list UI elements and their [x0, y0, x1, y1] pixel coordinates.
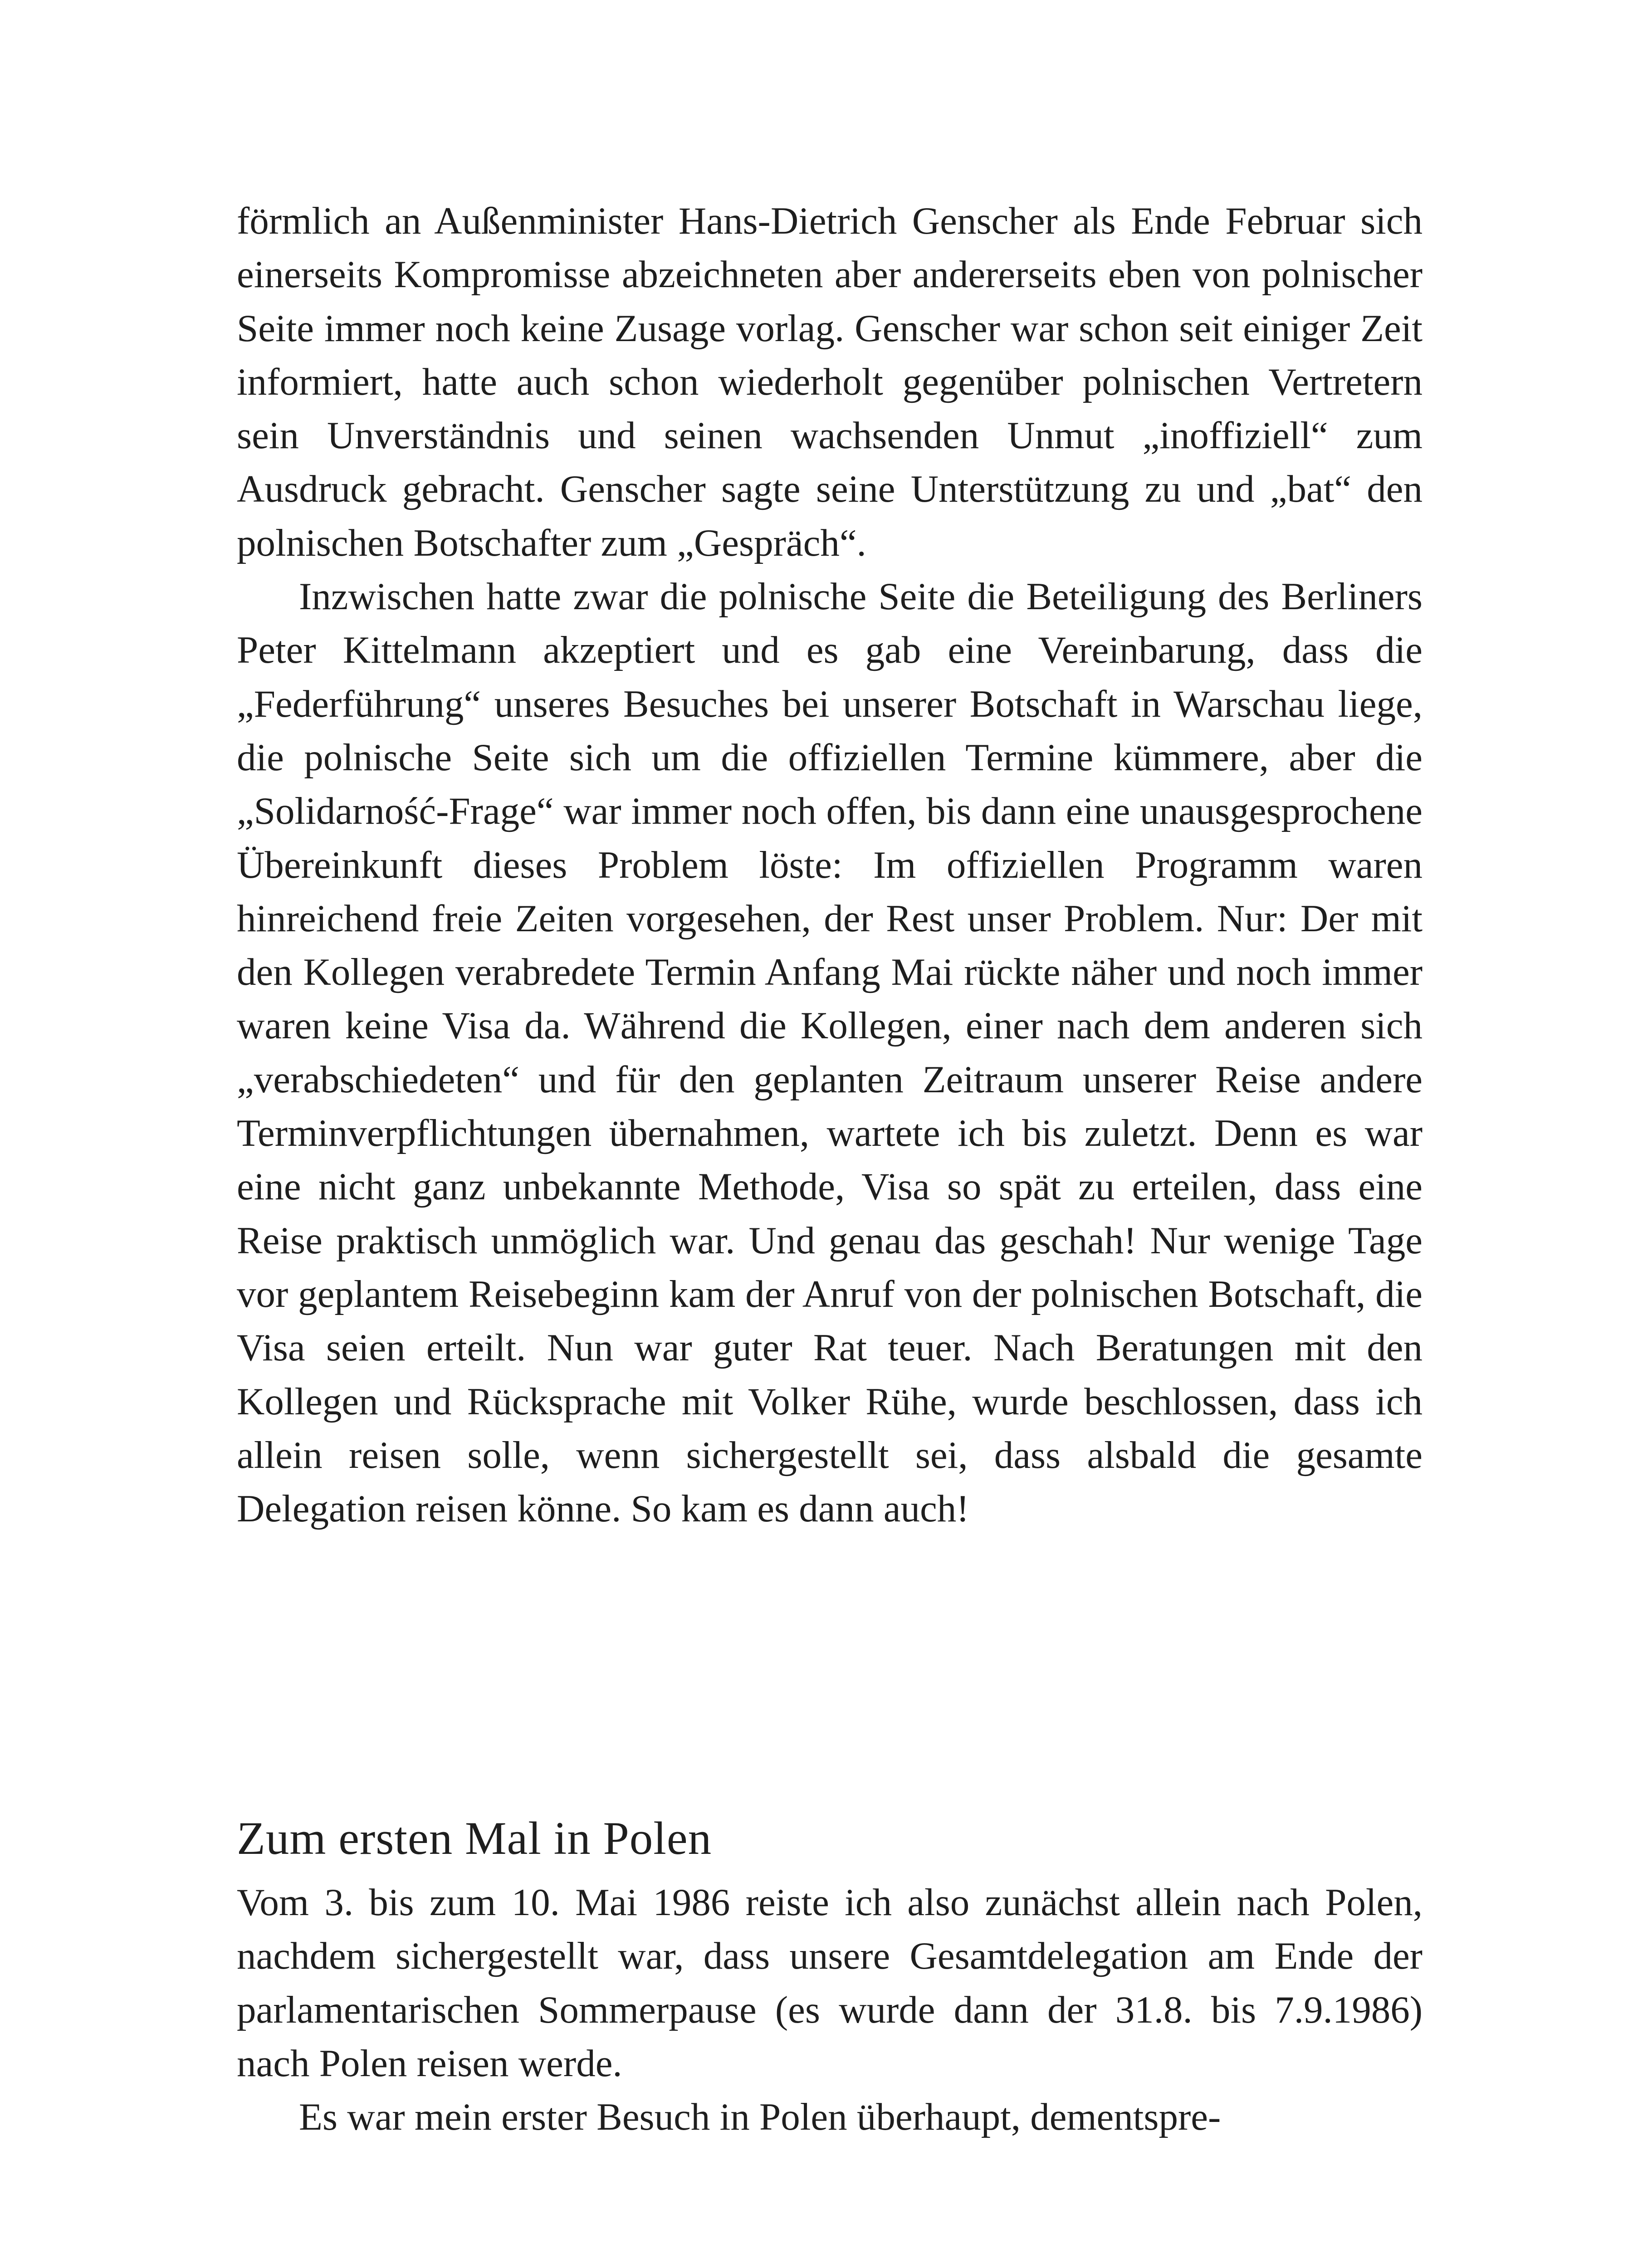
page-number — [0, 2265, 1633, 2268]
paragraph-3: Vom 3. bis zum 10. Mai 1986 reiste ich also zunächst allein nach Polen, nachdem sichergestellt war, dass unsere Gesamtdelegation am Ende der parlamentarischen Sommerpause (es wurde dann der 31.8. bis 7.9.1986) nach Polen reisen werde. — [237, 1881, 1423, 2085]
paragraph-1: förmlich an Außenminister Hans-Dietrich Genscher als Ende Februar sich einerseits Kompromisse abzeichneten aber andererseits eben von polnischer Seite immer noch keine Zusage vorlag. Genscher war schon seit einiger Zeit informiert, hatte auch schon wiederholt gegenüber polnischen Vertretern sein Unverständnis und seinen wachsenden Unmut „inoffiziell“ zum Ausdruck gebracht. Genscher sagte seine Unterstützung zu und „bat“ den polnischen Botschafter zum „Gespräch“. — [237, 200, 1423, 564]
section-heading: Zum ersten Mal in Polen — [237, 1813, 712, 1864]
body-text-bottom — [237, 1876, 1423, 2144]
paragraph-2: Inzwischen hatte zwar die polnische Seite die Beteiligung des Berliners Peter Kittelmann akzeptiert und es gab eine Vereinbarung, dass die „Federführung“ unseres Besuches bei unserer Botschaft in Warschau liege, die polnische Seite sich um die offiziellen Termine kümmere, aber die „Solidarność-Frage“ war immer noch offen, bis dann eine unausgesprochene Übereinkunft dieses Problem löste: Im offiziellen Programm waren hinreichend freie Zeiten vorgesehen, der Rest unser Problem. Nur: Der mit den Kollegen verabredete Termin Anfang Mai rückte näher und noch immer waren keine Visa da. Während die Kollegen, einer nach dem anderen sich „verabschiedeten“ und für den geplanten Zeitraum unserer Reise andere Terminverpflichtungen übernahmen, wartete ich bis zuletzt. Denn es war eine nicht ganz unbekannte Methode, Visa so spät zu erteilen, dass eine Reise praktisch unmöglich war. Und genau das geschah! Nur wenige Tage vor geplantem Reisebeginn kam der Anruf von der polnischen Botschaft, die Visa seien erteilt. Nun war guter Rat teuer. Nach Beratungen mit den Kollegen und Rücksprache mit Volker Rühe, wurde beschlossen, dass ich allein reisen solle, wenn sichergestellt sei, dass alsbald die gesamte Delegation reisen könne. So kam es dann auch! — [237, 575, 1423, 1530]
paragraph-4: Es war mein erster Besuch in Polen überhaupt, dementspre- — [299, 2096, 1221, 2139]
body-text-top — [237, 194, 1423, 1535]
